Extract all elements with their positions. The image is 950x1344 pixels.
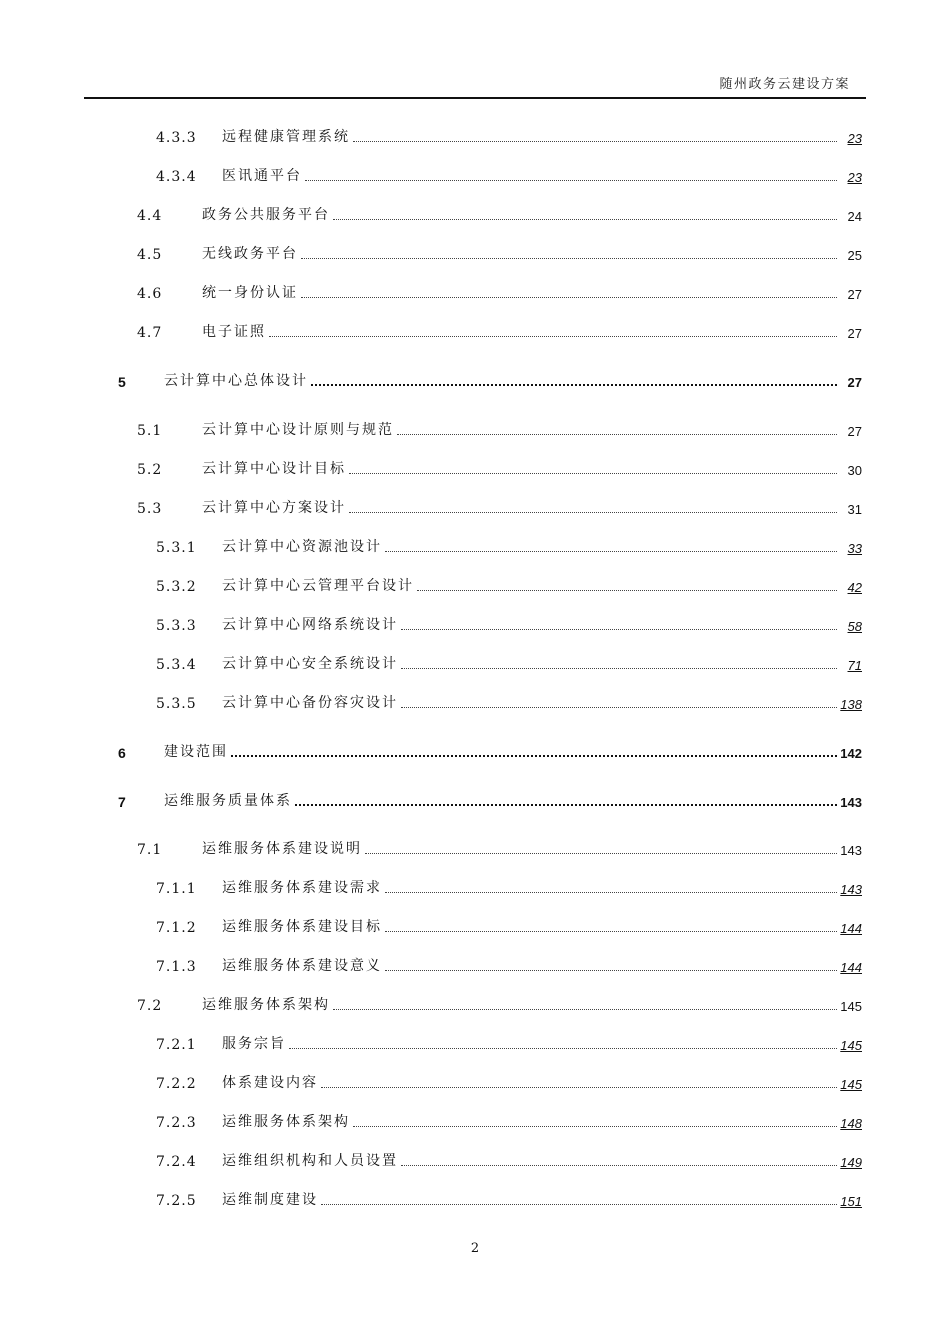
toc-entry-page: 144 — [840, 921, 862, 936]
toc-entry-title — [222, 1111, 840, 1131]
toc-dot-leader — [365, 853, 837, 854]
toc-entry-page: 149 — [840, 1155, 862, 1170]
toc-entry-page: 143 — [840, 843, 862, 858]
toc-entry-page: 145 — [840, 1038, 862, 1053]
toc-entry-number: 7.2.1 — [156, 1037, 197, 1053]
toc-dot-leader — [385, 551, 837, 552]
toc-entry-page: 71 — [847, 658, 862, 673]
toc-entry-page: 27 — [847, 287, 862, 302]
toc-entry[interactable] — [0, 165, 950, 187]
toc-entry-number: 7.2.3 — [156, 1115, 197, 1131]
toc-entry-title — [222, 165, 840, 185]
toc-entry-title-text: 运维服务体系建设意义 — [222, 958, 382, 974]
toc-dot-leader — [321, 1087, 837, 1088]
toc-entry-title — [202, 419, 840, 439]
toc-entry-title — [164, 790, 840, 810]
toc-dot-leader — [385, 970, 837, 971]
toc-dot-leader — [417, 590, 837, 591]
toc-entry-number: 7.2.2 — [156, 1076, 197, 1092]
toc-entry-title-text: 医讯通平台 — [222, 168, 302, 184]
toc-entry-number: 5.3.1 — [156, 540, 197, 556]
toc-entry-title-text: 运维服务体系建设说明 — [202, 841, 362, 857]
toc-entry-number: 7 — [118, 794, 127, 810]
toc-entry-number: 5.3.5 — [156, 696, 197, 712]
toc-entry-title-text: 云计算中心设计目标 — [202, 461, 346, 477]
toc-entry-number: 7.2 — [137, 998, 163, 1014]
toc-entry-page: 143 — [840, 795, 862, 810]
toc-entry[interactable] — [0, 838, 950, 860]
toc-entry-title-text: 运维组织机构和人员设置 — [222, 1153, 398, 1169]
toc-entry-page: 27 — [847, 326, 862, 341]
toc-entry[interactable] — [0, 282, 950, 304]
header-rule — [84, 97, 866, 99]
toc-entry-title — [222, 877, 840, 897]
toc-dot-leader — [349, 473, 837, 474]
toc-entry-title — [222, 1072, 840, 1092]
toc-dot-leader — [397, 434, 837, 435]
toc-entry-title-text: 运维服务质量体系 — [164, 793, 292, 809]
toc-entry-title — [164, 741, 840, 761]
toc-dot-leader — [353, 1126, 837, 1127]
toc-entry-page: 58 — [847, 619, 862, 634]
toc-dot-leader — [333, 219, 837, 220]
toc-dot-leader — [385, 892, 837, 893]
toc-dot-leader — [353, 141, 837, 142]
toc-entry-page: 25 — [847, 248, 862, 263]
toc-entry[interactable] — [0, 575, 950, 597]
toc-entry-number: 6 — [118, 745, 127, 761]
toc-dot-leader — [349, 512, 837, 513]
toc-entry-title — [222, 126, 840, 146]
toc-entry-title — [222, 536, 840, 556]
toc-entry-page: 42 — [847, 580, 862, 595]
toc-entry-title — [222, 1150, 840, 1170]
toc-entry[interactable] — [0, 1189, 950, 1211]
toc-entry-number: 4.5 — [137, 247, 163, 263]
toc-entry-title — [202, 994, 840, 1014]
toc-entry-title — [202, 243, 840, 263]
toc-entry-title — [222, 1033, 840, 1053]
toc-entry-page: 143 — [840, 882, 862, 897]
toc-entry-page: 144 — [840, 960, 862, 975]
toc-entry-page: 33 — [847, 541, 862, 556]
toc-dot-leader — [321, 1204, 837, 1205]
toc-entry-title — [202, 321, 840, 341]
toc-dot-leader — [401, 668, 837, 669]
page-number: 2 — [470, 1241, 480, 1256]
toc-entry-title — [222, 575, 840, 595]
toc-entry[interactable] — [0, 1150, 950, 1172]
toc-entry-title-text: 云计算中心方案设计 — [202, 500, 346, 516]
toc-dot-leader — [289, 1048, 837, 1049]
toc-entry-number: 4.4 — [137, 208, 163, 224]
toc-entry-number: 5 — [118, 374, 127, 390]
toc-entry-title-text: 云计算中心设计原则与规范 — [202, 422, 394, 438]
toc-entry[interactable] — [0, 614, 950, 636]
toc-entry-title — [222, 916, 840, 936]
toc-entry-number: 5.3.4 — [156, 657, 197, 673]
toc-entry-title-text: 运维制度建设 — [222, 1192, 318, 1208]
toc-entry-title — [222, 653, 840, 673]
toc-entry-title — [222, 955, 840, 975]
toc-entry-title-text: 运维服务体系架构 — [202, 997, 330, 1013]
toc-entry-number: 7.1.1 — [156, 881, 197, 897]
toc-entry[interactable] — [0, 370, 950, 392]
toc-entry-number: 7.1.3 — [156, 959, 197, 975]
toc-dot-leader — [269, 336, 837, 337]
toc-entry[interactable] — [0, 536, 950, 558]
toc-entry-title — [202, 497, 840, 517]
toc-entry[interactable] — [0, 994, 950, 1016]
toc-entry-title-text: 无线政务平台 — [202, 246, 298, 262]
toc-entry[interactable] — [0, 458, 950, 480]
toc-entry-number: 4.3.4 — [156, 169, 197, 185]
toc-entry-page: 27 — [847, 424, 862, 439]
toc-entry-number: 7.2.4 — [156, 1154, 197, 1170]
toc-entry-title-text: 建设范围 — [164, 744, 228, 760]
toc-entry-title-text: 云计算中心备份容灾设计 — [222, 695, 398, 711]
toc-entry[interactable] — [0, 1033, 950, 1055]
toc-entry[interactable] — [0, 955, 950, 977]
toc-entry-title-text: 运维服务体系建设需求 — [222, 880, 382, 896]
toc-entry-page: 138 — [840, 697, 862, 712]
toc-entry[interactable] — [0, 692, 950, 714]
toc-entry-title — [202, 458, 840, 478]
toc-entry-number: 5.3 — [137, 501, 163, 517]
toc-entry-page: 151 — [840, 1194, 862, 1209]
toc-dot-leader — [301, 258, 837, 259]
toc-entry-number: 4.3.3 — [156, 130, 197, 146]
toc-entry-number: 4.7 — [137, 325, 163, 341]
toc-entry-number: 5.3.3 — [156, 618, 197, 634]
toc-entry[interactable] — [0, 653, 950, 675]
toc-entry[interactable] — [0, 916, 950, 938]
toc-entry-title-text: 云计算中心网络系统设计 — [222, 617, 398, 633]
toc-entry-title-text: 云计算中心总体设计 — [164, 373, 308, 389]
toc-entry[interactable] — [0, 321, 950, 343]
toc-entry-title — [202, 282, 840, 302]
toc-entry-title — [222, 692, 840, 712]
toc-entry-title-text: 远程健康管理系统 — [222, 129, 350, 145]
toc-entry[interactable] — [0, 126, 950, 148]
toc-entry-title — [202, 204, 840, 224]
toc-entry-number: 5.3.2 — [156, 579, 197, 595]
toc-entry-page: 145 — [840, 999, 862, 1014]
toc-entry-title-text: 云计算中心云管理平台设计 — [222, 578, 414, 594]
toc-entry-title-text: 电子证照 — [202, 324, 266, 340]
toc-entry-page: 148 — [840, 1116, 862, 1131]
toc-entry-title-text: 运维服务体系架构 — [222, 1114, 350, 1130]
toc-entry-number: 7.2.5 — [156, 1193, 197, 1209]
toc-entry-page: 30 — [847, 463, 862, 478]
toc-entry-page: 24 — [847, 209, 862, 224]
toc-entry-title-text: 运维服务体系建设目标 — [222, 919, 382, 935]
toc-dot-leader — [311, 384, 837, 386]
toc-dot-leader — [333, 1009, 837, 1010]
toc-dot-leader — [385, 931, 837, 932]
toc-entry[interactable] — [0, 497, 950, 519]
toc-entry-number: 5.2 — [137, 462, 163, 478]
toc-entry-page: 31 — [847, 502, 862, 517]
toc-entry[interactable] — [0, 419, 950, 441]
toc-dot-leader — [401, 707, 837, 708]
toc-entry[interactable] — [0, 790, 950, 812]
toc-dot-leader — [231, 755, 837, 757]
toc-dot-leader — [305, 180, 837, 181]
toc-entry-page: 23 — [847, 131, 862, 146]
toc-entry[interactable] — [0, 741, 950, 763]
toc-entry-page: 145 — [840, 1077, 862, 1092]
toc-entry-number: 4.6 — [137, 286, 163, 302]
toc-entry[interactable] — [0, 1111, 950, 1133]
toc-entry-number: 7.1 — [137, 842, 163, 858]
toc-entry-page: 142 — [840, 746, 862, 761]
toc-dot-leader — [301, 297, 837, 298]
toc-entry[interactable] — [0, 877, 950, 899]
toc-entry[interactable] — [0, 243, 950, 265]
toc-entry-title-text: 云计算中心资源池设计 — [222, 539, 382, 555]
toc-entry-title-text: 云计算中心安全系统设计 — [222, 656, 398, 672]
toc-entry-title — [222, 1189, 840, 1209]
toc-entry-page: 23 — [847, 170, 862, 185]
toc-entry-title-text: 政务公共服务平台 — [202, 207, 330, 223]
toc-entry-page: 27 — [847, 375, 862, 390]
toc-entry-title-text: 统一身份认证 — [202, 285, 298, 301]
toc-dot-leader — [401, 1165, 837, 1166]
toc-entry-title-text: 体系建设内容 — [222, 1075, 318, 1091]
toc-entry-number: 7.1.2 — [156, 920, 197, 936]
toc-entry[interactable] — [0, 204, 950, 226]
toc-entry-title — [222, 614, 840, 634]
header-title: 随州政务云建设方案 — [719, 77, 850, 92]
toc-entry-title — [164, 370, 840, 390]
toc-entry[interactable] — [0, 1072, 950, 1094]
toc-entry-title-text: 服务宗旨 — [222, 1036, 286, 1052]
toc-dot-leader — [295, 804, 837, 806]
toc-entry-title — [202, 838, 840, 858]
toc-dot-leader — [401, 629, 837, 630]
toc-entry-number: 5.1 — [137, 423, 163, 439]
